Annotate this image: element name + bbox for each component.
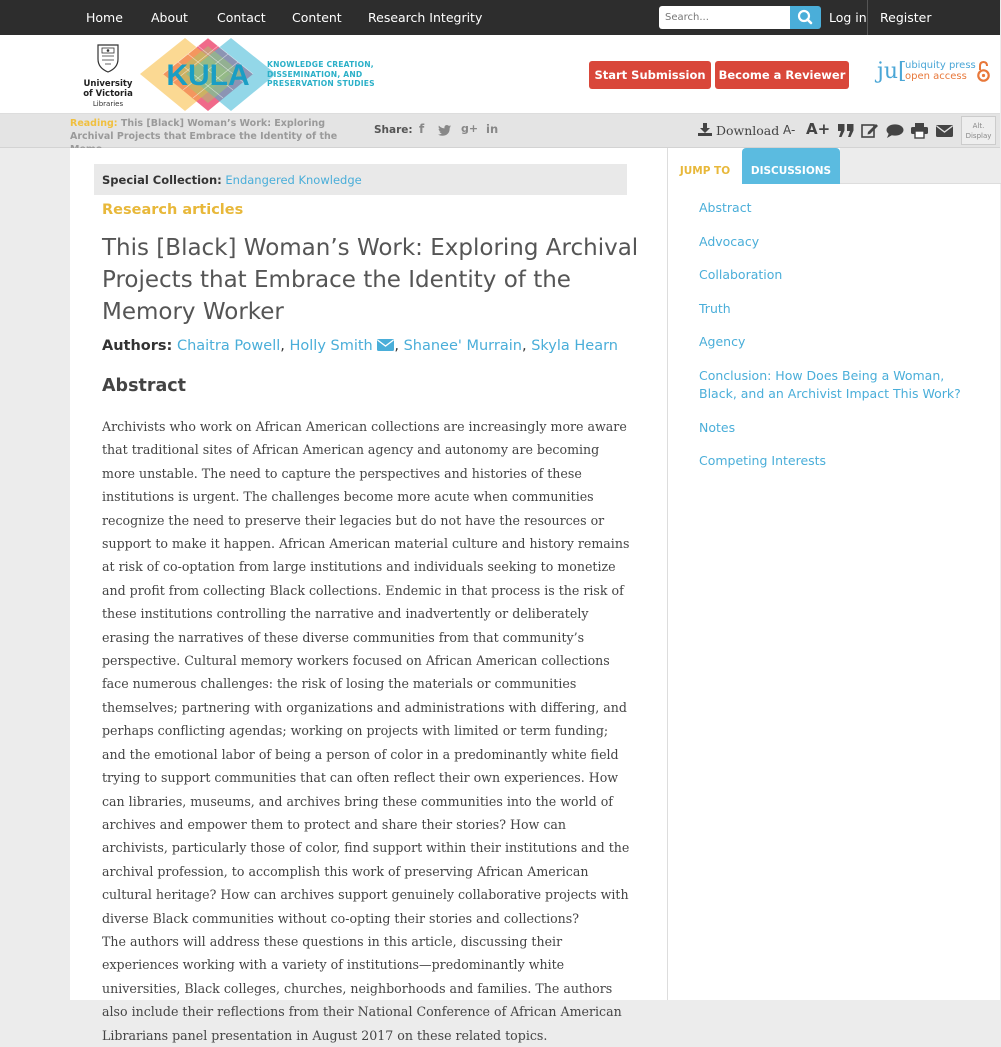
author-link[interactable]: Chaitra Powell (176, 338, 281, 354)
article-main (70, 148, 667, 1043)
toc-abstract[interactable]: Abstract (699, 200, 752, 215)
google-plus-icon[interactable]: g+ (461, 122, 479, 135)
share-label: Share: (374, 124, 413, 136)
linkedin-icon[interactable]: in (486, 122, 499, 136)
ubiquity-name: ubiquity press (905, 60, 976, 71)
open-access-icon (977, 61, 990, 83)
article-title: This [Black] Woman’s Work: Exploring Archival Projects that Embrace the Identity of the Memory Worker (102, 235, 639, 325)
top-navbar (0, 0, 1000, 35)
open-access-label: open access (905, 71, 967, 82)
download-button[interactable]: Download (698, 123, 779, 138)
uvic-name: University of Victoria (83, 79, 133, 99)
tab-jump-to[interactable]: JUMP TO (668, 148, 742, 184)
kula-tagline: KNOWLEDGE CREATION, DISSEMINATION, AND PRESERVATION STUDIES (267, 60, 375, 88)
toc-competing-interests[interactable]: Competing Interests (699, 453, 827, 468)
ubiquity-mark: ju[ (877, 59, 907, 84)
nav-content[interactable]: Content (292, 10, 342, 25)
font-increase-button[interactable]: A+ (806, 120, 831, 138)
search-button[interactable] (790, 6, 821, 29)
nav-research-integrity[interactable]: Research Integrity (368, 10, 483, 25)
uvic-crest-icon (95, 43, 121, 73)
site-header (0, 35, 1000, 114)
toc-conclusion[interactable]: Conclusion: How Does Being a Woman, Black, and an Archivist Impact This Work? (699, 368, 961, 401)
nav-about[interactable]: About (151, 10, 188, 25)
comment-icon[interactable] (886, 124, 904, 138)
toc-notes[interactable]: Notes (699, 420, 736, 435)
start-submission-button[interactable]: Start Submission (589, 61, 711, 89)
author-link[interactable]: Holly Smith (289, 338, 373, 354)
section-type: Research articles (102, 202, 244, 218)
twitter-icon[interactable] (438, 125, 451, 136)
special-collection-bar (94, 164, 627, 195)
alt-display-button[interactable]: Alt. Display (961, 116, 996, 145)
abstract-body (102, 415, 632, 1047)
tab-strip (840, 148, 1001, 184)
search-input[interactable] (659, 6, 791, 29)
author-email-icon[interactable] (377, 339, 394, 351)
email-icon[interactable] (936, 125, 953, 137)
login-link[interactable]: Log in (829, 10, 867, 25)
search-icon (790, 6, 821, 29)
facebook-icon[interactable]: f (419, 122, 425, 136)
author-link[interactable]: Shanee' Murrain (403, 338, 522, 354)
toc-advocacy[interactable]: Advocacy (699, 234, 760, 249)
become-reviewer-button[interactable]: Become a Reviewer (715, 61, 849, 89)
edit-note-icon[interactable] (861, 123, 879, 138)
sidebar (667, 148, 1000, 1000)
font-decrease-button[interactable]: A- (783, 123, 796, 137)
authors-line: Authors: Chaitra Powell, Holly Smith , Shanee' Murrain, Skyla Hearn (102, 338, 618, 354)
abstract-paragraph: Archivists who work on African American collections are increasingly more aware that traditional sites of African American agency and autonomy are becoming more unstable. The need to capture the perspectives and histories of these institutions is urgent. The challenges become more acute when communities recognize the need to preserve their legacies but do not have the resources or support to make it happen. African American material culture and history remains at risk of co-optation from large institutions and individuals seeking to monetize and profit from collecting Black collections. Endemic in that process is the risk of these institutions controlling the narrative and inadvertently or deliberately erasing the narratives of these diverse communities from that community’s perspective. Cultural memory workers focused on African American collections face numerous challenges: the risk of losing the materials or communities themselves; partnering with organizations and administrations with differing, and perhaps conflicting agendas; working on projects with limited or term funding; and the emotional labor of being a person of color in a predominantly white field trying to support communities that can often reflect their own experiences. How can libraries, museums, and archives bring these communities into the world of archives and empower them to protect and share their stories? How can archivists, particularly those of color, find support within their institutions and the archival profession, to accomplish this work of preserving African American cultural heritage? How can archives support genuinely collaborative projects with diverse Black communities without co-opting their stories and collections? (102, 419, 630, 926)
abstract-heading: Abstract (102, 376, 187, 396)
toc-truth[interactable]: Truth (699, 301, 731, 316)
reading-indicator: Reading: This [Black] Woman’s Work: Exploring Archival Projects that Embrace the Identity of the (70, 118, 338, 142)
register-link[interactable]: Register (880, 10, 932, 25)
abstract-paragraph: The authors will address these questions in this article, discussing their experiences working with a variety of institutions—predominantly white universities, Black colleges, churches, neighborhoods and families. The authors also include their reflections from their National Conference of African American Librarians panel presentation in August 2017 on these related topics. (102, 933, 622, 1043)
nav-divider (867, 0, 868, 35)
kula-wordmark: KULA (166, 59, 250, 92)
special-collection-link[interactable]: Endangered Knowledge (225, 173, 362, 187)
nav-home[interactable]: Home (86, 10, 123, 25)
toc-agency[interactable]: Agency (699, 334, 746, 349)
article-toolbar (0, 114, 1000, 148)
nav-contact[interactable]: Contact (217, 10, 266, 25)
print-icon[interactable] (911, 123, 928, 138)
toc-collaboration[interactable]: Collaboration (699, 267, 783, 282)
ubiquity-press-logo[interactable] (877, 60, 993, 86)
uvic-libraries: Libraries (92, 100, 124, 108)
kula-logo[interactable] (163, 38, 253, 111)
uvic-logo[interactable] (82, 43, 134, 108)
author-link[interactable]: Skyla Hearn (531, 338, 618, 354)
tab-discussions[interactable]: DISCUSSIONS (742, 148, 840, 184)
download-icon (698, 123, 712, 136)
cite-icon[interactable] (838, 124, 854, 137)
special-collection-label: Special Collection: (102, 173, 222, 187)
